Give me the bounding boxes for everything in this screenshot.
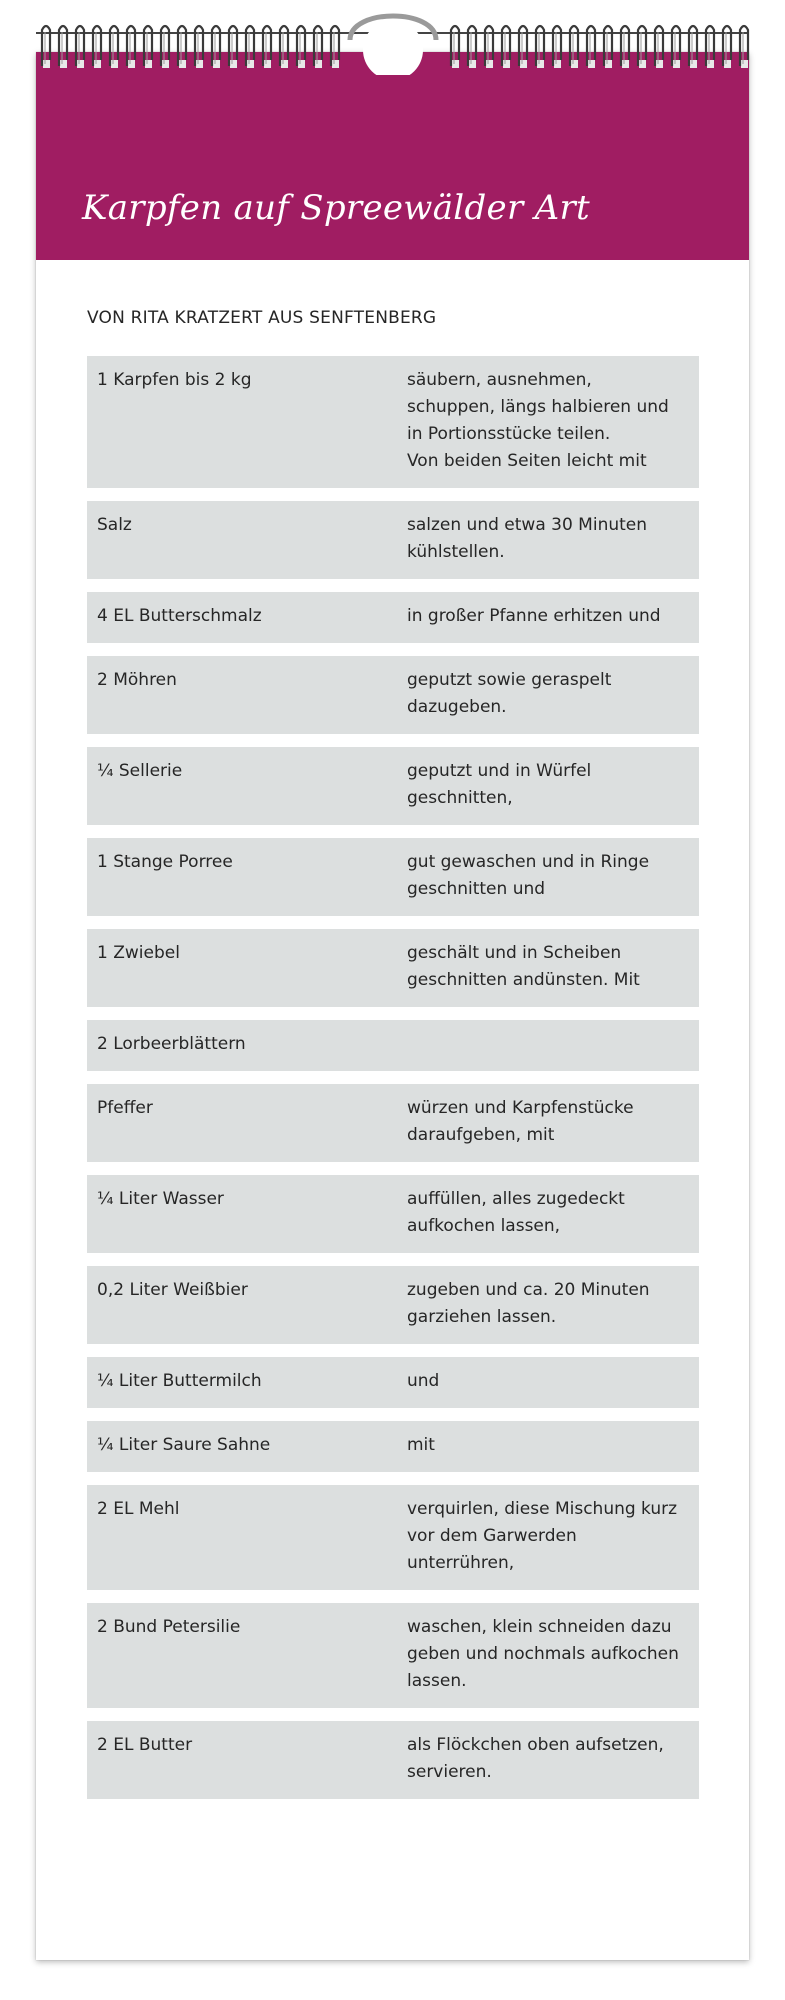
recipe-row [87, 1020, 699, 1071]
ingredient-text: 1 Zwiebel [97, 943, 180, 963]
spiral-binding [0, 0, 785, 75]
recipe-row [87, 1175, 699, 1253]
instruction-text: geputzt und in Würfel geschnitten, [407, 761, 592, 808]
title-banner [36, 52, 749, 260]
recipe-title: Karpfen auf Spreewälder Art [82, 188, 590, 228]
recipe-row [87, 656, 699, 734]
instruction-text: verquirlen, diese Mischung kurz vor dem Garwerden unterrühren, [407, 1499, 678, 1573]
instruction-text: auffüllen, alles zugedeckt aufkochen lassen, [407, 1189, 625, 1236]
ingredient-text: 2 Möhren [97, 670, 177, 690]
recipe-row [87, 1084, 699, 1162]
instruction-text: säubern, ausnehmen, schuppen, längs halbieren und in Portionsstücke teilen. Von beiden Seiten leicht mit [407, 370, 669, 471]
recipe-row [87, 1421, 699, 1472]
ingredient-text: Pfeffer [97, 1098, 153, 1118]
recipe-row [87, 356, 699, 488]
ingredient-text: ¼ Liter Buttermilch [97, 1371, 262, 1391]
ingredient-text: 2 EL Butter [97, 1735, 193, 1755]
ingredient-text: 1 Stange Porree [97, 852, 233, 872]
ingredient-text: ¼ Liter Saure Sahne [97, 1435, 271, 1455]
recipe-row [87, 1485, 699, 1590]
recipe-row [87, 1357, 699, 1408]
recipe-row [87, 501, 699, 579]
ingredient-text: 0,2 Liter Weißbier [97, 1280, 248, 1300]
ingredient-text: 2 Lorbeerblättern [97, 1034, 246, 1054]
ingredient-text: 4 EL Butterschmalz [97, 606, 262, 626]
ingredient-text: 2 Bund Petersilie [97, 1617, 241, 1637]
instruction-text: und [407, 1371, 440, 1391]
instruction-text: als Flöckchen oben aufsetzen, servieren. [407, 1735, 664, 1782]
recipe-author: VON RITA KRATZERT AUS SENFTENBERG [87, 308, 437, 328]
ingredient-text: ¼ Liter Wasser [97, 1189, 224, 1209]
recipe-row [87, 929, 699, 1007]
recipe-table [87, 356, 699, 1812]
instruction-text: in großer Pfanne erhitzen und [407, 606, 661, 626]
instruction-text [407, 1031, 689, 1058]
ingredient-text: 2 EL Mehl [97, 1499, 180, 1519]
ingredient-text: Salz [97, 515, 132, 535]
recipe-page [36, 52, 749, 1960]
instruction-text: würzen und Karpfenstücke daraufgeben, mit [407, 1098, 634, 1145]
instruction-text: waschen, klein schneiden dazu geben und nochmals aufkochen lassen. [407, 1617, 679, 1691]
recipe-row [87, 747, 699, 825]
ingredient-text: ¼ Sellerie [97, 761, 183, 781]
instruction-text: geschält und in Scheiben geschnitten andünsten. Mit [407, 943, 640, 990]
instruction-text: geputzt sowie geraspelt dazugeben. [407, 670, 612, 717]
recipe-row [87, 838, 699, 916]
recipe-row [87, 1603, 699, 1708]
recipe-row [87, 1266, 699, 1344]
recipe-row [87, 1721, 699, 1799]
instruction-text: zugeben und ca. 20 Minuten garziehen lassen. [407, 1280, 650, 1327]
recipe-row [87, 592, 699, 643]
instruction-text: salzen und etwa 30 Minuten kühlstellen. [407, 515, 648, 562]
ingredient-text: 1 Karpfen bis 2 kg [97, 370, 252, 390]
instruction-text: mit [407, 1435, 435, 1455]
instruction-text: gut gewaschen und in Ringe geschnitten und [407, 852, 650, 899]
